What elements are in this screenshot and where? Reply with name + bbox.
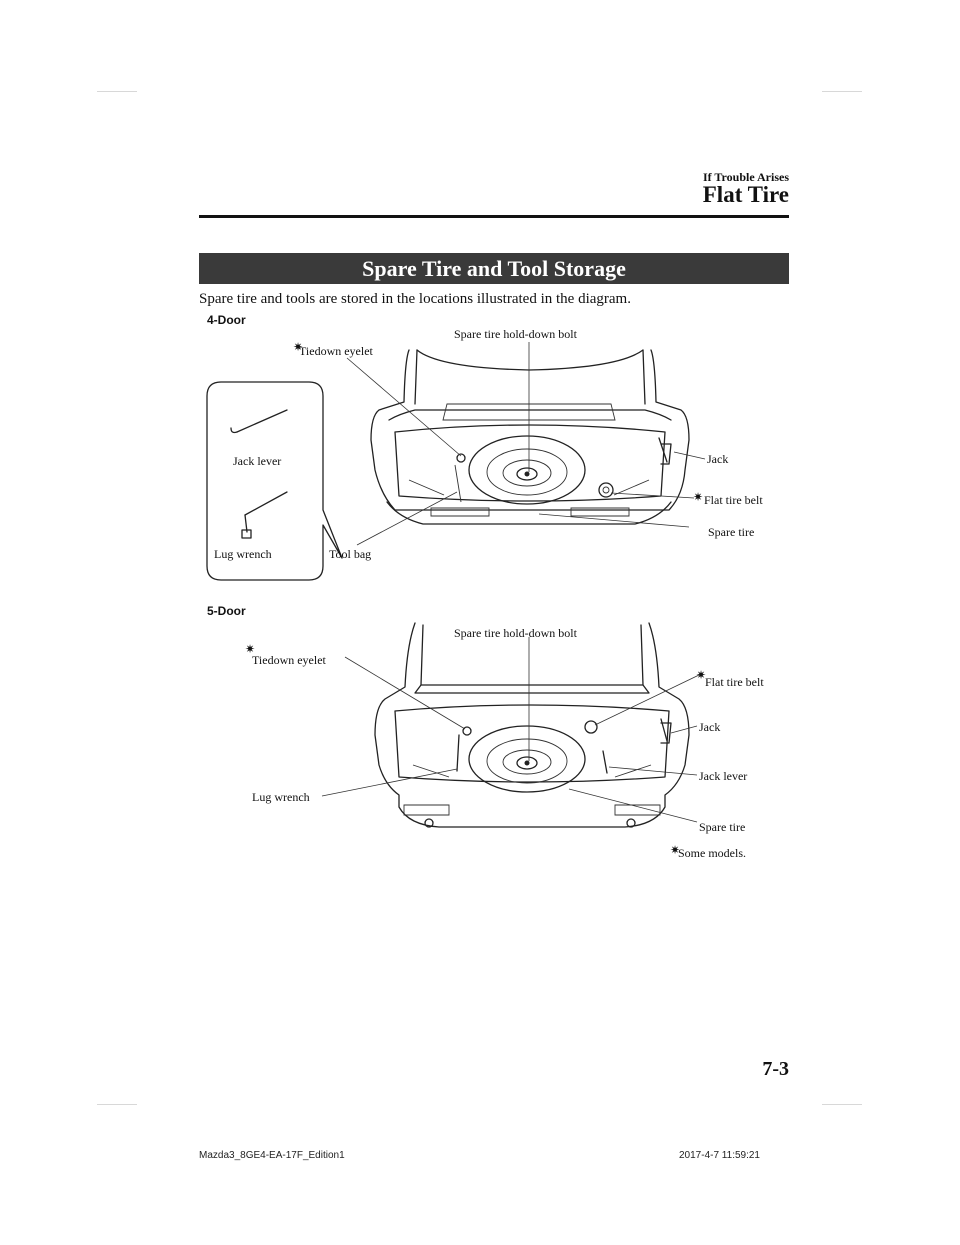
footer-doc-id: Mazda3_8GE4-EA-17F_Edition1 bbox=[199, 1150, 345, 1161]
spare-tire-4door bbox=[469, 436, 585, 504]
label-spare-tire-5door: Spare tire bbox=[699, 820, 746, 834]
jack-5door-icon bbox=[661, 719, 671, 743]
flat-tire-belt-4door-icon bbox=[599, 483, 613, 497]
jack-lever-icon bbox=[231, 410, 287, 433]
label-flat-tire-belt-5door: Flat tire belt bbox=[705, 675, 764, 689]
figure-4door-illustration bbox=[199, 320, 789, 590]
intro-text: Spare tire and tools are stored in the locations illustrated in the diagram. bbox=[199, 291, 631, 307]
label-tool-bag: Tool bag bbox=[329, 547, 372, 561]
leader-flat-tire-belt-5door bbox=[595, 675, 699, 725]
svg-text:✷: ✷ bbox=[670, 843, 681, 857]
figure-4door-title: 4-Door bbox=[207, 313, 246, 327]
label-lug-wrench: Lug wrench bbox=[214, 547, 272, 561]
leader-jack-5door bbox=[671, 726, 697, 733]
label-tiedown-eyelet: Tiedown eyelet bbox=[299, 344, 373, 358]
label-lug-wrench-5door: Lug wrench bbox=[252, 790, 310, 804]
crop-mark bbox=[97, 91, 137, 92]
label-jack-lever: Jack lever bbox=[233, 454, 282, 468]
svg-text:✷: ✷ bbox=[245, 642, 256, 656]
leader-tiedown bbox=[347, 358, 461, 456]
jack-lever-5door-icon bbox=[603, 751, 607, 773]
flat-tire-belt-5door-icon bbox=[585, 721, 597, 733]
label-some-models-note: Some models. bbox=[678, 846, 746, 860]
svg-text:✷: ✷ bbox=[696, 668, 707, 682]
tiedown-eyelet-4door-icon bbox=[455, 454, 465, 502]
figure-5door-illustration bbox=[199, 615, 789, 865]
crop-mark bbox=[97, 1104, 137, 1105]
label-jack: Jack bbox=[707, 452, 729, 466]
figure-4door bbox=[199, 320, 789, 590]
header-rule bbox=[199, 215, 789, 218]
lug-wrench-5door-icon bbox=[457, 735, 459, 771]
figure-5door-title: 5-Door bbox=[207, 604, 246, 618]
car-5door-drawing bbox=[375, 623, 689, 827]
svg-text:✷: ✷ bbox=[693, 490, 704, 504]
crop-mark bbox=[822, 91, 862, 92]
section-banner: Spare Tire and Tool Storage bbox=[199, 253, 789, 284]
label-spare-tire-hold-down-bolt-5door: Spare tire hold-down bolt bbox=[454, 626, 577, 640]
label-jack-lever-5door: Jack lever bbox=[699, 769, 748, 783]
car-4door-drawing bbox=[371, 350, 689, 524]
label-tiedown-eyelet-5door: Tiedown eyelet bbox=[252, 653, 326, 667]
lug-wrench-icon bbox=[242, 492, 287, 538]
svg-text:✷: ✷ bbox=[293, 340, 304, 354]
label-jack-5door: Jack bbox=[699, 720, 721, 734]
page-number: 7-3 bbox=[762, 1058, 789, 1080]
leader-jack bbox=[674, 452, 705, 459]
chapter-title: Flat Tire bbox=[702, 182, 789, 207]
leader-lug-wrench-5door bbox=[322, 769, 457, 796]
leader-tool-bag bbox=[357, 492, 457, 545]
footer-timestamp: 2017-4-7 11:59:21 bbox=[679, 1150, 760, 1161]
figure-5door bbox=[199, 615, 789, 865]
label-spare-tire-hold-down-bolt: Spare tire hold-down bolt bbox=[454, 327, 577, 341]
leader-spare-tire-5door bbox=[569, 789, 697, 822]
label-spare-tire: Spare tire bbox=[708, 525, 755, 539]
label-flat-tire-belt: Flat tire belt bbox=[704, 493, 763, 507]
section-label: If Trouble Arises bbox=[702, 170, 789, 184]
crop-mark bbox=[822, 1104, 862, 1105]
